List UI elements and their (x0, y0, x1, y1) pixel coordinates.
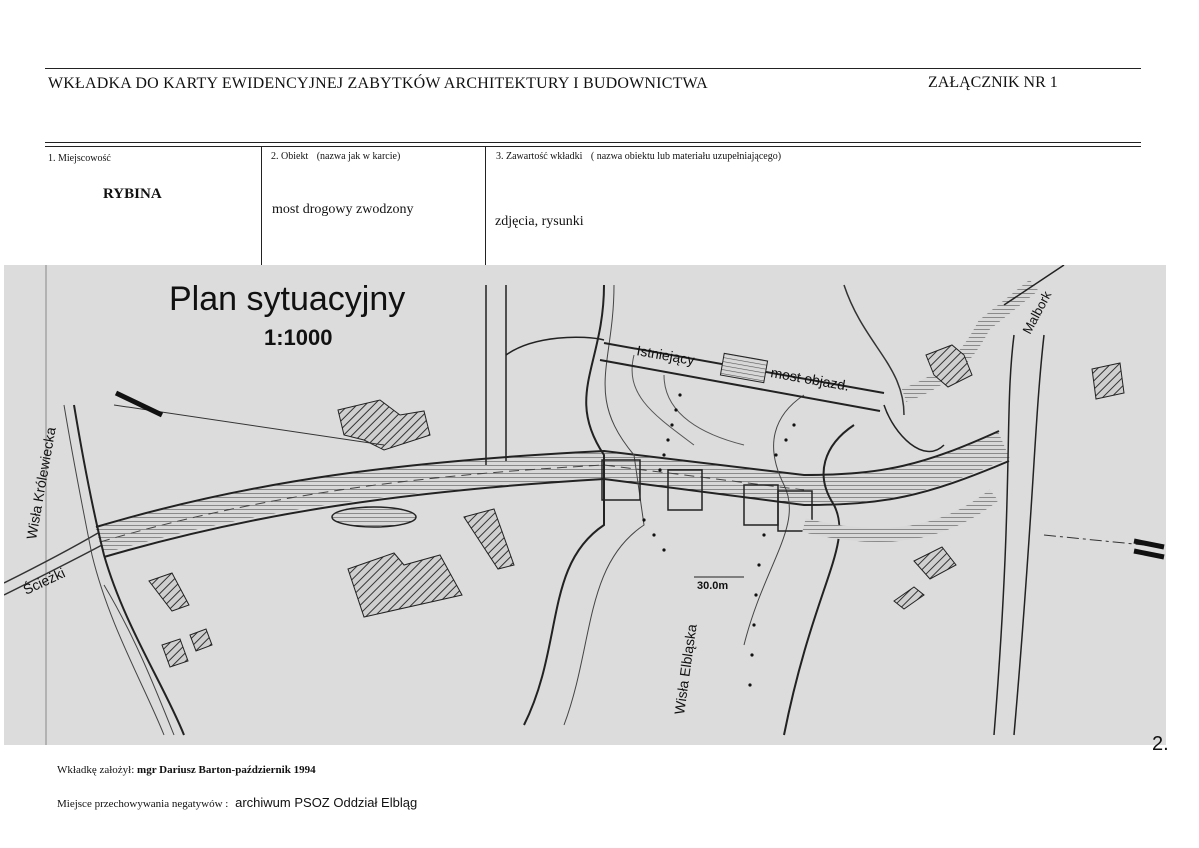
author-label: Wkładkę założył: (57, 764, 135, 776)
form-top-rule (45, 142, 1141, 143)
negatives-label: Miejsce przechowywania negatywów : (57, 798, 229, 810)
building (1092, 363, 1124, 399)
field-object-value: most drogowy zwodzony (272, 202, 414, 217)
negatives-value: archiwum PSOZ Oddział Elbląg (235, 795, 418, 810)
malbork-label: Malbork (1019, 288, 1055, 337)
building (162, 639, 188, 667)
form-divider-1 (261, 146, 262, 266)
field-object-label-note: (nazwa jak w karcie) (316, 151, 401, 162)
form-header-rule (45, 146, 1141, 147)
field-content-label (496, 151, 781, 162)
bridge-label-top: Istniejący (635, 342, 696, 369)
path-label: Ścieżki (20, 564, 68, 598)
form-divider-2 (485, 146, 486, 266)
building (894, 587, 924, 609)
distance-label: 30.0m (697, 580, 729, 592)
building (464, 509, 514, 569)
field-content-label-note: ( nazwa obiektu lub materiału uzupełniającego) (590, 151, 782, 162)
annex-label: ZAŁĄCZNIK NR 1 (928, 74, 1058, 91)
river-left-label: Wisła Królewiecka (23, 425, 59, 541)
building (190, 629, 212, 651)
building (914, 547, 956, 579)
field-locality-value: RYBINA (103, 186, 162, 202)
author-value: mgr Dariusz Barton-październik 1994 (137, 764, 316, 776)
header-top-rule (45, 68, 1141, 69)
site-plan-drawing (4, 265, 1166, 745)
negatives-line (57, 795, 417, 810)
plan-scale: 1:1000 (264, 325, 333, 350)
field-object-label-text: 2. Obiekt (271, 151, 309, 162)
field-object-label (271, 151, 400, 162)
author-line (57, 764, 316, 776)
building (149, 573, 189, 611)
river-main-label: Wisła Elbląska (671, 623, 700, 716)
document-title: WKŁADKA DO KARTY EWIDENCYJNEJ ZABYTKÓW ARCHITEKTURY I BUDOWNICTWA (48, 75, 708, 92)
field-content-label-text: 3. Zawartość wkładki (496, 151, 583, 162)
field-content-value: zdjęcia, rysunki (495, 214, 584, 229)
plan-title: Plan sytuacyjny (169, 280, 406, 318)
building (338, 400, 430, 450)
building (348, 553, 462, 617)
page-number: 2. (1152, 733, 1169, 755)
bridge-label-bottom: most objazd. (769, 364, 851, 394)
field-locality-label: 1. Miejscowość (48, 153, 111, 164)
